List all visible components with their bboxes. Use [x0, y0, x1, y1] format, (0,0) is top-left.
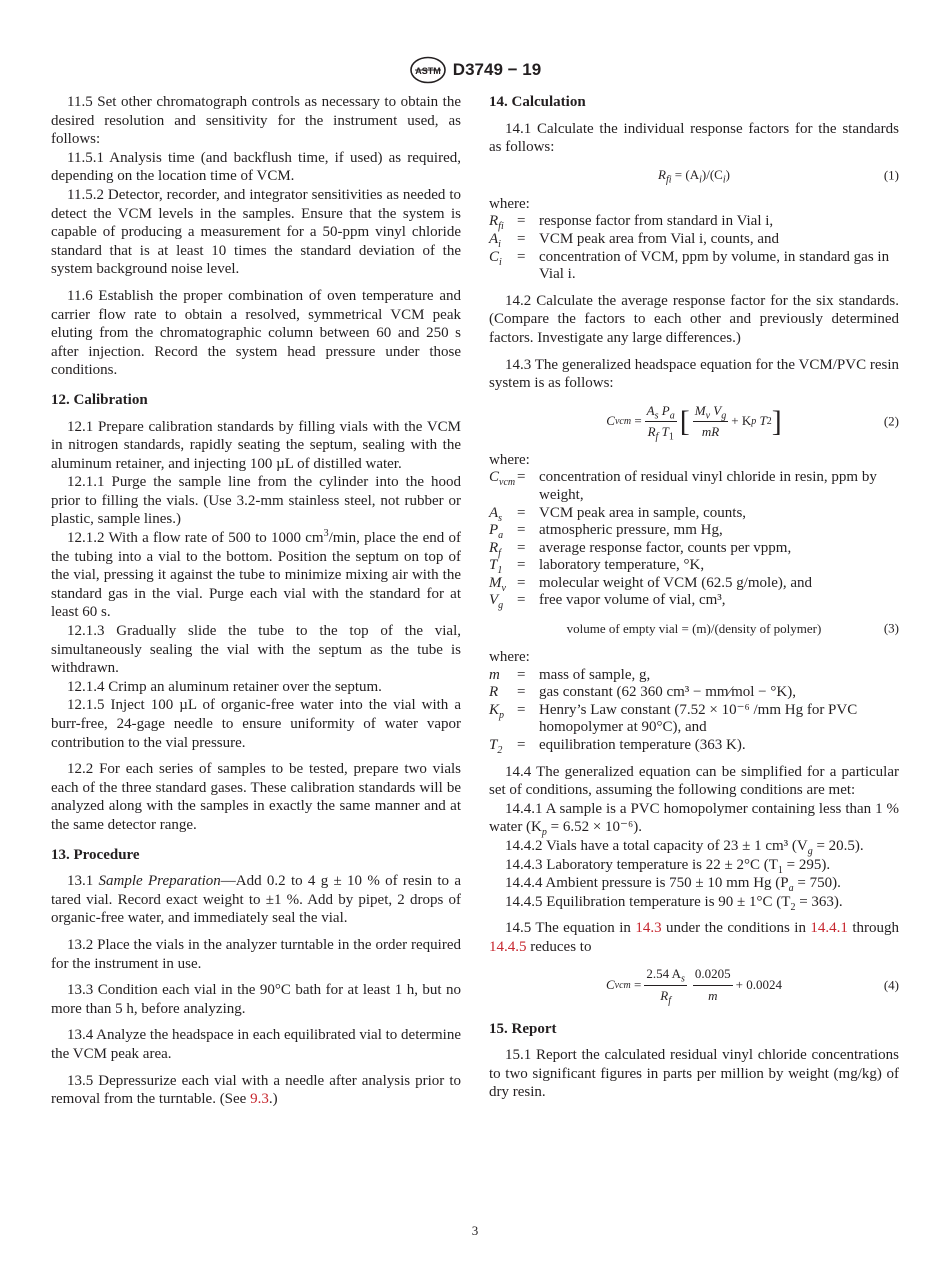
definition-text: average response factor, counts per vppm, — [539, 539, 792, 556]
section-12-heading: 12. Calibration — [51, 391, 148, 408]
definition-symbol: $M_v$ — [489, 574, 506, 594]
para-11-5: 11.5 Set other chromatograph controls as necessary to obtain the desired resolution and sensitivity for the instrument used, as follows: — [51, 94, 461, 148]
page-header — [0, 56, 950, 84]
definition-text: VCM peak area from Vial i, counts, and — [539, 230, 780, 247]
equation-1: $R_{fi} = (A_i)/(C_i)$ (1) — [658, 167, 899, 187]
definition-equals: = — [517, 504, 526, 521]
definition-row — [489, 702, 899, 737]
link-14-3[interactable]: 14.3 — [635, 920, 662, 937]
eq2-fraction-2: $\frac{M_v V_g}{mR}$ — [694, 402, 727, 440]
para-11-5-1: 11.5.1 Analysis time (and backflush time, if used) as required, depending on the location time of VCM. — [51, 149, 461, 185]
definition-symbol: $C_{vcm}$ — [489, 469, 516, 489]
definition-text: equilibration temperature (363 K). — [539, 737, 746, 754]
link-9-3[interactable]: 9.3 — [250, 1091, 269, 1108]
definition-symbol: $A_s$ — [489, 504, 503, 524]
definition-equals: = — [517, 230, 526, 247]
where-label-2: where: — [489, 451, 530, 468]
para-12-1: 12.1 Prepare calibration standards by filling vials with the VCM in nitrogen standards, rapidly seating the septum, sealing with the aluminum retainer, and injecting 100 µL of distilled water. — [51, 418, 461, 472]
link-14-4-5[interactable]: 14.4.5 — [489, 938, 527, 955]
definition-text: gas constant (62 360 cm³ − mm⁄mol − °K), — [539, 684, 796, 701]
page-number: 3 — [471, 1223, 479, 1238]
equation-1-number: (1) — [883, 167, 899, 183]
definition-equals: = — [517, 666, 526, 683]
para-12-1-4: 12.1.4 Crimp an aluminum retainer over the septum. — [67, 678, 382, 695]
definition-equals: = — [517, 737, 526, 754]
definition-equals: = — [517, 574, 526, 591]
definition-text: Henry’s Law constant (7.52 × 10⁻⁶ /mm Hg for PVC homopolymer at 90°C), and — [539, 701, 858, 736]
definition-text: mass of sample, g, — [539, 666, 651, 683]
definition-row — [489, 737, 899, 755]
definition-row — [489, 469, 899, 504]
definition-symbol: $R_{fi}$ — [489, 213, 504, 233]
definition-row — [489, 249, 899, 284]
eq4-fraction-1: $\frac{2.54 A_s}{R_f}$ — [646, 966, 685, 1007]
para-12-1-1: 12.1.1 Purge the sample line from the cylinder into the hood prior to filling the vials. (Use 3.2-mm stainless steel, not rubber or plastic, sample lines.) — [51, 474, 461, 528]
definition-row — [489, 575, 899, 593]
link-14-4-1[interactable]: 14.4.1 — [810, 920, 848, 937]
definition-row — [489, 684, 899, 702]
para-14-4-2: 14.4.2 Vials have a total capacity of 23 ± 1 cm³ $(V_g = 20.5)$. — [505, 838, 864, 857]
eq2-fraction-1: $\frac{A_s P_a}{R_f T_1}$ — [646, 402, 675, 443]
definition-equals: = — [517, 248, 526, 265]
definition-equals: = — [517, 469, 526, 486]
definition-symbol: $C_i$ — [489, 248, 502, 268]
definitions-3 — [489, 667, 899, 755]
definition-row — [489, 557, 899, 575]
para-12-2: 12.2 For each series of samples to be tested, prepare two vials each of the three standard gases. These calibration standards will be analyzed along with the samples in exactly the same manner and at the same detector range. — [51, 761, 461, 833]
para-15-1: 15.1 Report the calculated residual vinyl chloride concentrations to two significant figures in parts per million by weight (mg/kg) of dry resin. — [489, 1047, 899, 1101]
definition-equals: = — [517, 684, 526, 701]
equation-4: C vcm = $\frac{2.54 A_s}{R_f}$ $\frac{0.0205}{m}$ + 0.0024 (4) — [605, 966, 899, 1007]
para-12-1-2-b: /min, place the end of the tubing into a vial to the bottom. Position the septum on top of the vial, pressing it against the tube to minimize mixing air with the standard gas in the vial. Purge each vial with the standard for at least 60 s. — [51, 530, 461, 621]
definition-row — [489, 667, 899, 685]
definition-text: free vapor volume of vial, cm³, — [539, 592, 726, 609]
definitions-2 — [489, 469, 899, 610]
definition-equals: = — [517, 539, 526, 556]
para-14-4-1: 14.4.1 A sample is a PVC homopolymer containing less than 1 % water $(K_p = 6.52 \times 10^{-6})$. — [489, 800, 899, 839]
definition-text: atmospheric pressure, mm Hg, — [539, 522, 723, 539]
where-label-1: where: — [489, 195, 530, 212]
equation-4-number: (4) — [883, 977, 899, 993]
section-14-heading: 14. Calculation — [489, 94, 586, 110]
sample-preparation-title: Sample Preparation — [98, 873, 221, 890]
definition-symbol: $K_p$ — [489, 701, 505, 721]
definition-text: concentration of VCM, ppm by volume, in standard gas in Vial i. — [539, 248, 890, 283]
eq4-fraction-2: $\frac{0.0205}{m}$ — [694, 966, 731, 1004]
para-13-5: 13.5 Depressurize each vial with a needle after analysis prior to removal from the turntable. (See 9.3.) — [51, 1072, 461, 1108]
para-14-4-3: 14.4.3 Laboratory temperature is 22 ± 2°C $(T_1 = 295)$. — [505, 856, 831, 876]
para-11-5-2: 11.5.2 Detector, recorder, and integrator sensitivities as needed to detect the VCM levels in the samples. Ensure that the system is capable of producing a measurement for a 50-ppm vinyl chloride standard that is at least 10 times the standard deviation of the system background noise level. — [51, 186, 461, 278]
para-14-4: 14.4 The generalized equation can be simplified for a particular set of conditions, assuming the following conditions are met: — [489, 763, 899, 799]
para-13-3: 13.3 Condition each vial in the 90°C bath for at least 1 h, but no more than 5 h, before analyzing. — [51, 982, 461, 1017]
definition-text: VCM peak area in sample, counts, — [539, 504, 747, 521]
para-14-2: 14.2 Calculate the average response factor for the six standards. (Compare the factors to each other and previously determined factors. Investigate any large differences.) — [489, 292, 899, 346]
astm-logo-icon — [409, 56, 447, 84]
para-11-6: 11.6 Establish the proper combination of oven temperature and carrier flow rate to obtain a resolved, symmetrical VCM peak eluting from the chromatographic column between 60 and 250 s after injection. Record the system head pressure under those conditions. — [51, 287, 461, 379]
equation-2: C vcm = $\frac{A_s P_a}{R_f T_1}$ [ $\frac{M_v V_g}{mR}$ + K p T 2 ] (2) — [606, 402, 899, 443]
definition-text: response factor from standard in Vial i, — [539, 213, 774, 230]
left-column — [51, 93, 461, 1109]
definition-equals: = — [517, 557, 526, 574]
definition-row — [489, 231, 899, 249]
definition-equals: = — [517, 213, 526, 230]
document-id: D3749 − 19 — [452, 60, 542, 79]
definition-row — [489, 213, 899, 231]
logo-text: ASTM — [415, 66, 441, 76]
definition-row — [489, 505, 899, 523]
para-14-3: 14.3 The generalized headspace equation for the VCM/PVC resin system is as follows: — [489, 356, 899, 392]
definition-row — [489, 540, 899, 558]
para-12-1-2: 12.1.2 With a flow rate of 500 to 1000 $cm^3/\min$, place the end of the tubing into a vial to the bottom. Position the septum on top of the vial, pressing it against the tube to minimize mixing air with the standard gas in the vial. Purge each vial with the standard for at least 60 s. — [51, 528, 461, 621]
definition-symbol: $T_2$ — [489, 737, 503, 757]
para-14-4-5: 14.4.5 Equilibration temperature is 90 ± 1°C $(T_2 = 363)$. — [505, 893, 843, 913]
definition-symbol: $A_i$ — [489, 230, 501, 250]
definitions-1 — [489, 213, 899, 283]
definition-symbol: $T_1$ — [489, 557, 503, 577]
definition-symbol: $R_f$ — [489, 539, 501, 559]
para-13-4: 13.4 Analyze the headspace in each equilibrated vial to determine the VCM peak area. — [51, 1027, 462, 1062]
para-12-1-2-a: 12.1.2 With a flow rate of 500 to 1000 cm — [67, 530, 324, 547]
definition-symbol: m — [489, 666, 500, 683]
para-12-1-5: 12.1.5 Inject 100 µL of organic-free water into the vial with a burr-free, 24-gage needle to ensure uniformity of water vapor contribution to the vial pressure. — [51, 697, 461, 751]
section-15-heading: 15. Report — [489, 1020, 557, 1037]
para-13-2: 13.2 Place the vials in the analyzer turntable in the order required for the instrument in use. — [51, 936, 461, 972]
section-13-heading: 13. Procedure — [51, 846, 140, 863]
equation-3: volume of empty vial = (m)/(density of polymer) (3) — [489, 616, 899, 642]
para-14-5: 14.5 The equation in 14.3 under the conditions in 14.4.1 through 14.4.5 reduces to — [489, 920, 899, 955]
definition-text: molecular weight of VCM (62.5 g/mole), and — [539, 574, 813, 591]
para-14-4-4: 14.4.4 Ambient pressure is 750 ± 10 mm Hg $(P_a = 750)$. — [505, 875, 841, 895]
equation-2-number: (2) — [883, 413, 899, 429]
definition-symbol: $P_a$ — [489, 522, 504, 542]
para-12-1-3: 12.1.3 Gradually slide the tube to the top of the vial, simultaneously sealing the vial with the septum as the tube is withdrawn. — [51, 623, 461, 677]
definition-symbol: R — [489, 684, 499, 701]
right-column — [489, 93, 899, 1102]
para-14-1: 14.1 Calculate the individual response factors for the standards as follows: — [489, 120, 899, 156]
definition-equals: = — [517, 592, 526, 609]
definition-equals: = — [517, 701, 526, 718]
definition-symbol: $V_g$ — [489, 592, 504, 612]
where-label-3: where: — [489, 649, 530, 666]
definition-text: laboratory temperature, °K, — [539, 557, 705, 574]
definition-row — [489, 522, 899, 540]
equation-3-number: (3) — [883, 620, 899, 636]
definition-row — [489, 592, 899, 610]
definition-text: concentration of residual vinyl chloride in resin, ppm by weight, — [539, 469, 877, 503]
para-13-1: 13.1 Sample Preparation—Add 0.2 to 4 g ± 10 % of resin to a tared vial. Record exact weight to ±1 %. Add by pipet, 2 drops of organic-free water, and immediately seal the vial. — [51, 873, 461, 927]
definition-equals: = — [517, 522, 526, 539]
